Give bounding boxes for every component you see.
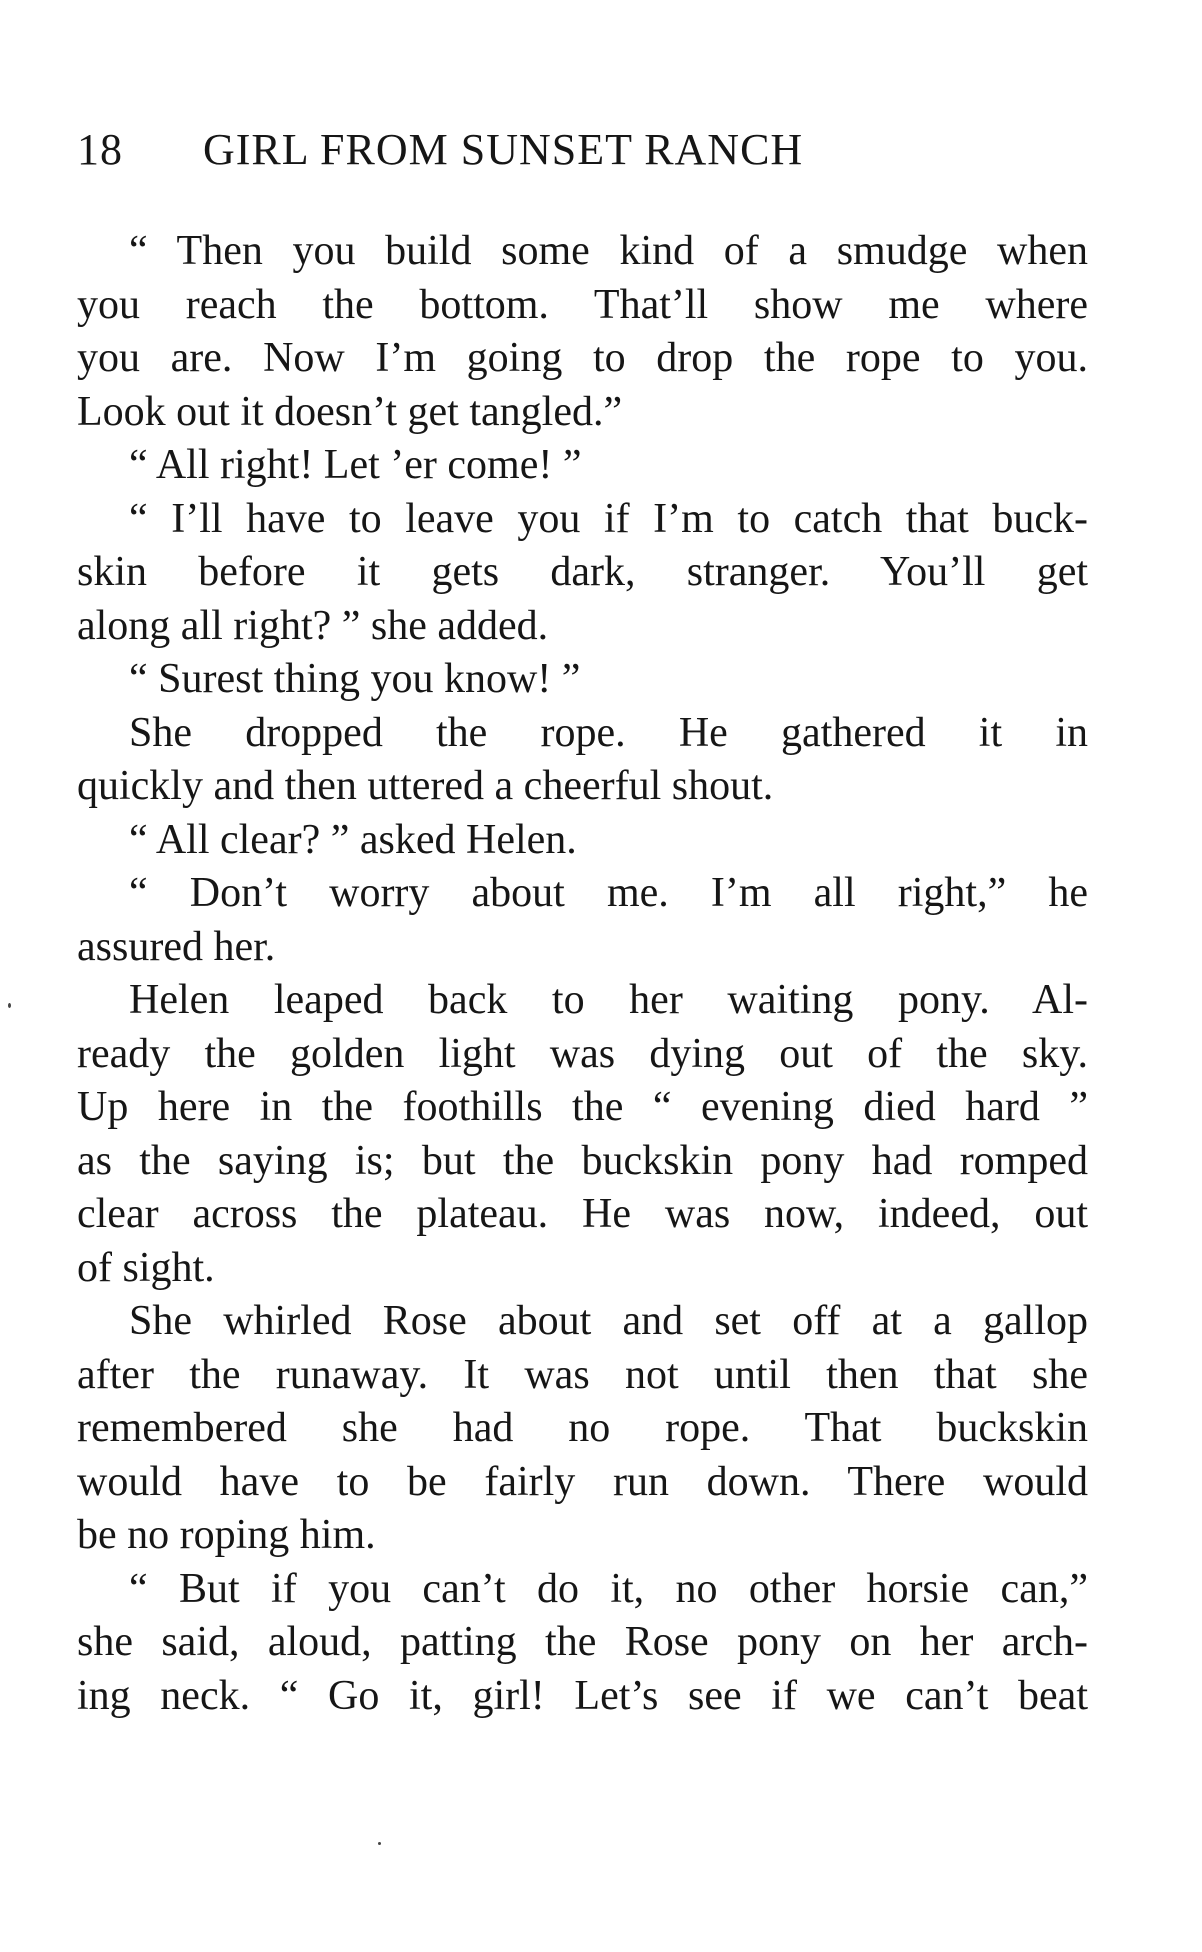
text-line: would have to be fairly run down. There would bbox=[77, 1458, 1088, 1505]
text-line: Helen leaped back to her waiting pony. Al- bbox=[129, 977, 1088, 1023]
text-line: along all right? ” she added. bbox=[77, 602, 549, 649]
running-title: GIRL FROM SUNSET RANCH bbox=[203, 125, 804, 174]
body-text bbox=[77, 225, 1088, 1723]
text-line: quickly and then uttered a cheerful shout. bbox=[77, 763, 774, 809]
text-line: “ I’ll have to leave you if I’m to catch that buck- bbox=[129, 495, 1088, 542]
text-line: “ All right! Let ’er come! ” bbox=[129, 442, 582, 488]
text-line: Look out it doesn’t get tangled.” bbox=[77, 388, 623, 435]
text-line: ing neck. “ Go it, girl! Let’s see if we can’t beat bbox=[77, 1672, 1088, 1719]
text-line: ready the golden light was dying out of the sky. bbox=[77, 1030, 1088, 1077]
page-number: 18 bbox=[77, 125, 123, 174]
text-line: skin before it gets dark, stranger. You’ll get bbox=[77, 549, 1088, 595]
text-line: She whirled Rose about and set off at a gallop bbox=[129, 1298, 1088, 1344]
text-line: Up here in the foothills the “ evening died hard ” bbox=[77, 1084, 1088, 1130]
running-head bbox=[77, 120, 977, 180]
text-line: be no roping him. bbox=[77, 1512, 376, 1558]
text-line: “ Then you build some kind of a smudge when bbox=[129, 228, 1088, 274]
text-line: of sight. bbox=[77, 1244, 215, 1291]
text-line: She dropped the rope. He gathered it in bbox=[129, 709, 1088, 756]
text-line: you reach the bottom. That’ll show me where bbox=[77, 281, 1088, 328]
text-line: she said, aloud, patting the Rose pony on her arch- bbox=[77, 1619, 1088, 1665]
text-line: “ Don’t worry about me. I’m all right,” he bbox=[129, 870, 1088, 916]
text-line: “ But if you can’t do it, no other horsie can,” bbox=[129, 1565, 1088, 1612]
text-line: “ All clear? ” asked Helen. bbox=[129, 816, 577, 863]
text-line: “ Surest thing you know! ” bbox=[129, 656, 581, 702]
text-line: you are. Now I’m going to drop the rope to you. bbox=[77, 335, 1088, 381]
text-line: after the runaway. It was not until then that she bbox=[77, 1351, 1088, 1398]
text-line: remembered she had no rope. That buckskin bbox=[77, 1405, 1088, 1451]
text-line: assured her. bbox=[77, 923, 276, 970]
text-line: clear across the plateau. He was now, indeed, out bbox=[77, 1191, 1088, 1237]
scan-speck bbox=[8, 1003, 11, 1008]
scan-speck bbox=[378, 1842, 381, 1845]
text-line: as the saying is; but the buckskin pony had romped bbox=[77, 1137, 1088, 1184]
